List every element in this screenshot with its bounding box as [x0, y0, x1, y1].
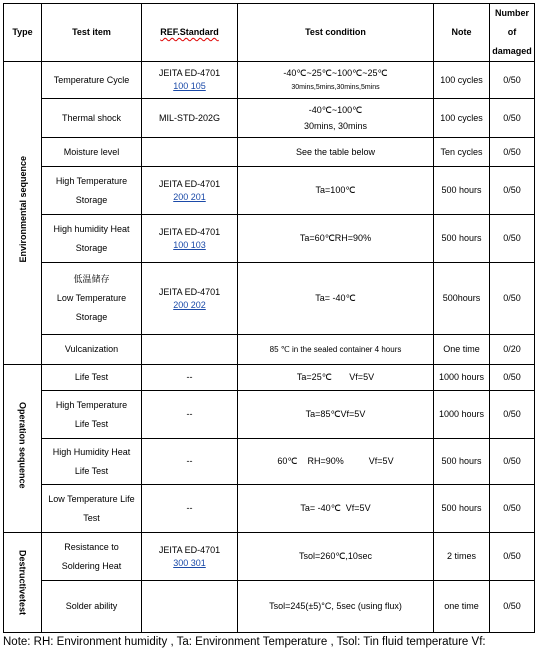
damaged-cell: 0/50: [490, 485, 535, 533]
group-destructive-label-line2: test: [17, 599, 28, 616]
note-cell: Ten cycles: [434, 138, 490, 167]
condition-line: 60℃ RH=90% Vf=5V: [277, 456, 394, 466]
header-ref-standard-label: REF.Standard: [160, 27, 219, 37]
table-row: [4, 335, 535, 365]
table-row: [4, 215, 535, 263]
note-cell: 500 hours: [434, 485, 490, 533]
header-damaged-line1: Number of: [494, 8, 529, 37]
item-cell: [42, 62, 142, 99]
damaged-cell: 0/50: [490, 215, 535, 263]
item-line: High Temperature: [55, 399, 128, 410]
std-cell: [142, 62, 238, 99]
condition-line: Ta=100℃: [315, 185, 356, 195]
condition-cell: [238, 215, 434, 263]
test-table-sheet: [3, 3, 540, 633]
item-line: Life Test: [74, 418, 109, 429]
std-cell: --: [142, 365, 238, 391]
table-row: [4, 167, 535, 215]
std-clause: 100 103: [173, 239, 206, 250]
condition-line: Tsol=260℃,10sec: [299, 551, 372, 561]
std-clause: 300 301: [173, 557, 206, 568]
group-environmental-label: Environmental sequence: [17, 156, 28, 263]
item-cell: [42, 391, 142, 439]
damaged-cell: 0/50: [490, 533, 535, 581]
condition-cell: [238, 533, 434, 581]
header-ref-standard: [142, 4, 238, 62]
group-destructive-label: [4, 550, 41, 615]
std-line: JEITA ED-4701: [158, 226, 221, 237]
note-cell: One time: [434, 335, 490, 365]
item-cell: [42, 485, 142, 533]
item-line: Test: [83, 512, 100, 523]
item-line: Moisture level: [63, 146, 120, 157]
item-line: Low Temperature: [56, 293, 127, 303]
condition-line: 30mins, 30mins: [303, 121, 368, 131]
damaged-cell: 0/50: [490, 581, 535, 633]
reliability-test-table: [3, 3, 535, 633]
damaged-cell: 0/20: [490, 335, 535, 365]
std-line: JEITA ED-4701: [158, 286, 221, 297]
condition-line: Ta= -40℃: [315, 293, 356, 303]
condition-cell: [238, 439, 434, 485]
item-line: Temperature Cycle: [53, 74, 130, 85]
item-line: Solder ability: [65, 601, 118, 611]
table-row: [4, 391, 535, 439]
table-row: [4, 533, 535, 581]
std-line: JEITA ED-4701: [158, 544, 221, 555]
std-line: JEITA ED-4701: [158, 68, 221, 78]
table-row: [4, 263, 535, 335]
item-line: Storage: [75, 312, 108, 322]
item-line: 低温储存: [73, 274, 110, 284]
item-line: Resistance to: [64, 541, 119, 552]
damaged-cell: 0/50: [490, 138, 535, 167]
condition-cell: [238, 581, 434, 633]
item-cell: [42, 215, 142, 263]
item-cell: [42, 167, 142, 215]
header-type: Type: [4, 4, 42, 62]
damaged-cell: 0/50: [490, 391, 535, 439]
std-cell: [142, 335, 238, 365]
std-cell: [142, 138, 238, 167]
condition-line: Ta=85℃Vf=5V: [305, 409, 366, 419]
condition-cell: [238, 263, 434, 335]
group-environmental: [4, 62, 42, 365]
condition-cell: [238, 365, 434, 391]
std-cell: [142, 99, 238, 138]
condition-line: Ta= -40℃ Vf=5V: [300, 503, 371, 513]
condition-line: Ta=60℃RH=90%: [299, 233, 372, 243]
group-operation-label: Operation sequence: [17, 401, 28, 489]
table-row: [4, 581, 535, 633]
condition-line: 30mins,5mins,30mins,5mins: [291, 84, 380, 91]
table-row: [4, 439, 535, 485]
condition-cell: [238, 485, 434, 533]
header-damaged: [490, 4, 535, 62]
std-clause: 100 105: [173, 81, 206, 91]
item-line: Thermal shock: [61, 112, 122, 123]
damaged-cell: 0/50: [490, 99, 535, 138]
std-cell: --: [142, 485, 238, 533]
std-cell: --: [142, 391, 238, 439]
condition-cell: [238, 138, 434, 167]
std-line: MIL-STD-202G: [158, 112, 220, 123]
header-damaged-line2: damaged: [492, 46, 532, 56]
item-cell: [42, 335, 142, 365]
item-cell: [42, 533, 142, 581]
table-row: [4, 485, 535, 533]
condition-line: See the table below: [295, 146, 376, 157]
note-cell: one time: [434, 581, 490, 633]
std-cell: [142, 533, 238, 581]
condition-line: -40℃~25℃~100℃~25℃: [283, 68, 388, 78]
std-line: JEITA ED-4701: [158, 178, 221, 189]
item-cell: [42, 439, 142, 485]
item-line: Low Temperature Life: [48, 493, 135, 504]
item-line: High humidity Heat: [53, 223, 130, 234]
item-line: High Temperature: [55, 175, 128, 186]
condition-cell: [238, 167, 434, 215]
group-destructive-label-line1: Destructive: [17, 549, 28, 599]
damaged-cell: 0/50: [490, 167, 535, 215]
table-row: [4, 138, 535, 167]
std-cell: [142, 263, 238, 335]
damaged-cell: 0/50: [490, 365, 535, 391]
condition-line: 85 ℃ in the sealed container 4 hours: [269, 345, 402, 354]
group-destructive: [4, 533, 42, 633]
footer-note: Note: RH: Environment humidity , Ta: Environment Temperature , Tsol: Tin fluid temperature Vf:: [3, 636, 486, 648]
item-cell: [42, 99, 142, 138]
damaged-cell: 0/50: [490, 62, 535, 99]
std-cell: [142, 167, 238, 215]
std-cell: [142, 215, 238, 263]
table-row: [4, 62, 535, 99]
condition-line: Ta=25℃ Vf=5V: [296, 372, 375, 382]
condition-cell: [238, 391, 434, 439]
note-cell: 100 cycles: [434, 62, 490, 99]
damaged-cell: 0/50: [490, 263, 535, 335]
note-cell: 1000 hours: [434, 391, 490, 439]
condition-cell: [238, 62, 434, 99]
condition-line: -40℃~100℃: [308, 105, 363, 115]
condition-cell: [238, 99, 434, 138]
std-clause: 200 202: [173, 299, 206, 310]
note-cell: 100 cycles: [434, 99, 490, 138]
item-cell: [42, 263, 142, 335]
table-row: [4, 365, 535, 391]
item-line: Soldering Heat: [61, 560, 122, 571]
note-cell: 500 hours: [434, 167, 490, 215]
item-line: Vulcanization: [64, 344, 119, 354]
group-operation: [4, 365, 42, 533]
header-row: [4, 4, 535, 62]
damaged-cell: 0/50: [490, 439, 535, 485]
condition-cell: [238, 335, 434, 365]
header-test-item: Test item: [42, 4, 142, 62]
item-line: Storage: [75, 242, 108, 253]
table-row: [4, 99, 535, 138]
std-cell: [142, 581, 238, 633]
note-cell: 500 hours: [434, 439, 490, 485]
item-cell: [42, 365, 142, 391]
std-clause: 200 201: [173, 191, 206, 202]
note-cell: 1000 hours: [434, 365, 490, 391]
note-cell: 500hours: [434, 263, 490, 335]
item-line: Storage: [75, 194, 108, 205]
header-test-condition: Test condition: [238, 4, 434, 62]
note-cell: 500 hours: [434, 215, 490, 263]
item-line: High Humidity Heat: [52, 446, 131, 457]
note-cell: 2 times: [434, 533, 490, 581]
header-note: Note: [434, 4, 490, 62]
item-line: Life Test: [74, 465, 109, 476]
std-cell: --: [142, 439, 238, 485]
condition-line: Tsol=245(±5)°C, 5sec (using flux): [269, 601, 402, 611]
item-line: Life Test: [74, 372, 109, 382]
item-cell: [42, 138, 142, 167]
item-cell: [42, 581, 142, 633]
